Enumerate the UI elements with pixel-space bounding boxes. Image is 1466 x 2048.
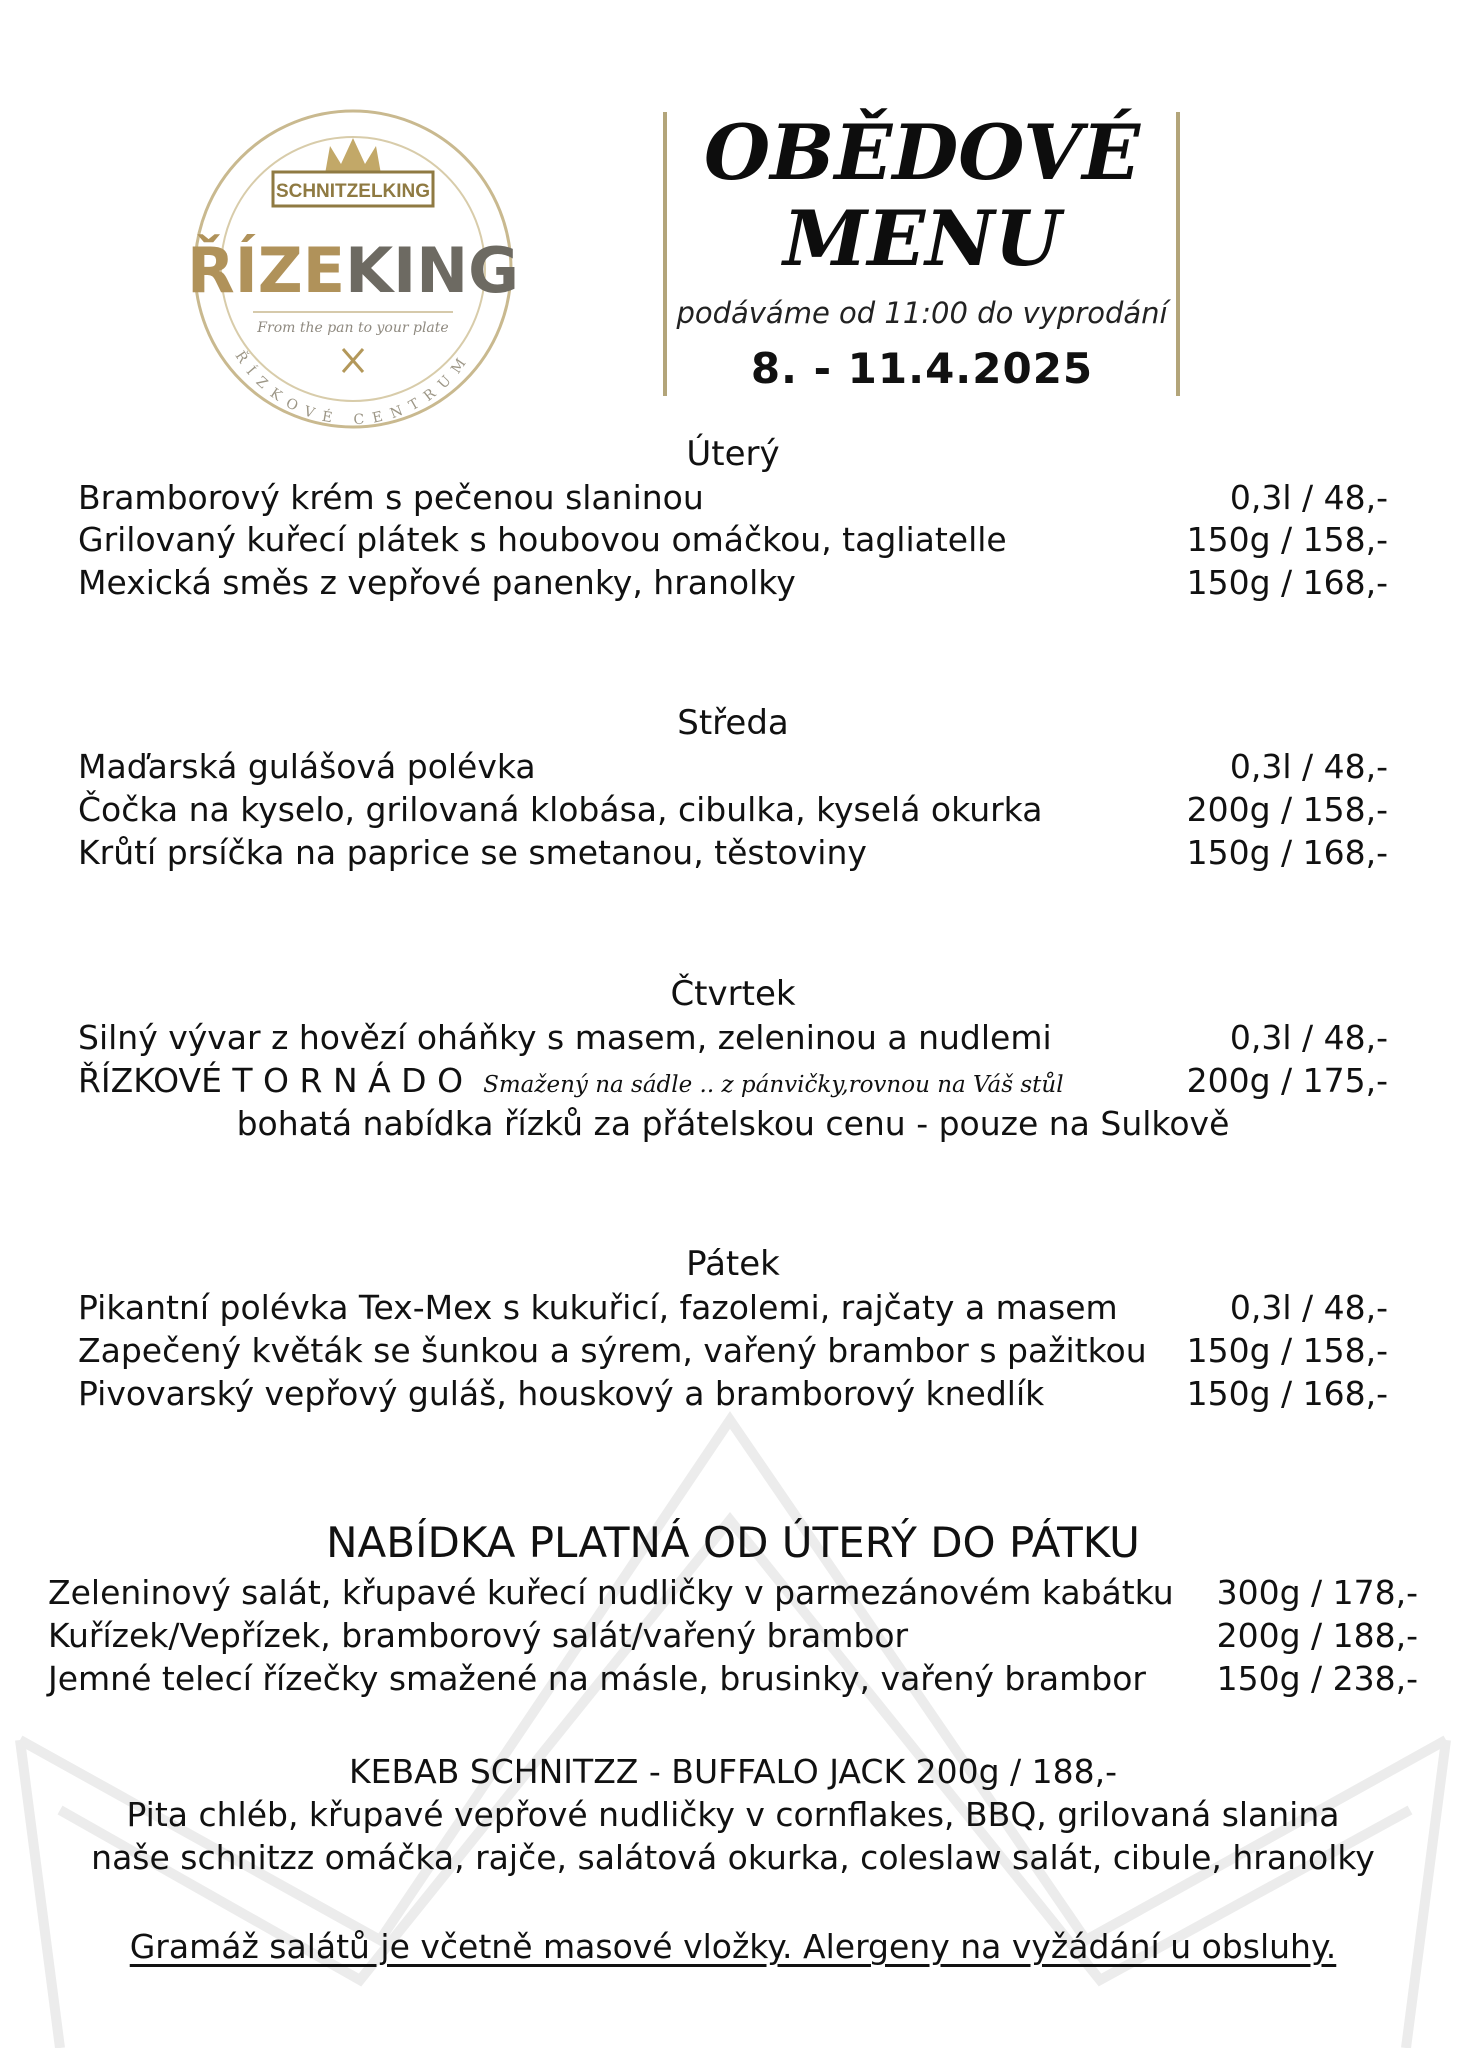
item-price: 0,3l / 48,- xyxy=(1229,478,1388,517)
day-heading: Úterý xyxy=(686,434,780,474)
menu-item xyxy=(78,1060,1388,1102)
logo-wordmark-left: ŘÍZE xyxy=(186,234,346,307)
menu-date: 8. - 11.4.2025 xyxy=(750,344,1094,393)
divider-left xyxy=(663,112,667,396)
footer-note xyxy=(0,1927,1466,1966)
item-name: Zapečený květák se šunkou a sýrem, vařený brambor s pažitkou xyxy=(78,1331,1147,1370)
item-name: Krůtí prsíčka na paprice se smetanou, těstoviny xyxy=(78,833,867,872)
footer-note-text: Gramáž salátů je včetně masové vložky. Alergeny na vyžádání u obsluhy. xyxy=(129,1927,1337,1966)
item-name: Grilovaný kuřecí plátek s houbovou omáčkou, tagliatelle xyxy=(78,520,1007,559)
item-name: ŘÍZKOVÉ T O R N Á D O xyxy=(78,1061,464,1100)
item-name: Silný vývar z hovězí oháňky s masem, zeleninou a nudlemi xyxy=(78,1018,1052,1057)
item-price: 0,3l / 48,- xyxy=(1229,747,1388,786)
day-extra-line: bohatá nabídka řízků za přátelskou cenu - pouze na Sulkově xyxy=(236,1104,1230,1143)
menu-item xyxy=(78,519,1388,561)
item-price: 150g / 168,- xyxy=(1186,563,1388,602)
item-price: 150g / 238,- xyxy=(1216,1659,1418,1698)
item-name: Pikantní polévka Tex-Mex s kukuřicí, fazolemi, rajčaty a masem xyxy=(78,1288,1118,1327)
page-title-line1: OBĚDOVÉ xyxy=(703,108,1141,197)
item-price: 150g / 158,- xyxy=(1186,520,1388,559)
menu-item xyxy=(78,562,1388,604)
menu-item xyxy=(78,746,1388,788)
weekly-item xyxy=(48,1572,1418,1614)
menu-item xyxy=(78,789,1388,831)
crown-icon xyxy=(325,138,381,174)
day-heading: Středa xyxy=(677,703,789,743)
item-price: 200g / 158,- xyxy=(1186,790,1388,829)
logo-badge: SCHNITZELKING xyxy=(275,181,431,202)
menu-item xyxy=(78,1017,1388,1059)
kebab-description-1: Pita chléb, křupavé vepřové nudličky v cornflakes, BBQ, grilovaná slanina xyxy=(126,1795,1340,1834)
kebab-description-2: naše schnitzz omáčka, rajče, salátová okurka, coleslaw salát, cibule, hranolky xyxy=(91,1838,1375,1877)
page-title-line2: MENU xyxy=(783,194,1061,283)
item-price: 150g / 168,- xyxy=(1186,1374,1388,1413)
item-name: Pivovarský vepřový guláš, houskový a bramborový knedlík xyxy=(78,1374,1045,1413)
item-name: Jemné telecí řízečky smažené na másle, brusinky, vařený brambor xyxy=(48,1659,1146,1698)
weekly-offer-title: NABÍDKA PLATNÁ OD ÚTERÝ DO PÁTKU xyxy=(326,1518,1140,1567)
item-price: 200g / 175,- xyxy=(1186,1061,1388,1100)
menu-item xyxy=(78,477,1388,519)
logo-ring-text: ŘÍZKOVÉ CENTRUM xyxy=(231,348,475,429)
item-price: 150g / 158,- xyxy=(1186,1331,1388,1370)
item-name: Bramborový krém s pečenou slaninou xyxy=(78,478,704,517)
divider-right xyxy=(1176,112,1180,396)
menu-item xyxy=(78,1330,1388,1372)
rizeking-logo xyxy=(178,104,528,434)
title-block xyxy=(668,110,1176,393)
item-price: 0,3l / 48,- xyxy=(1229,1018,1388,1057)
serving-hours: podáváme od 11:00 do vyprodání xyxy=(676,296,1168,330)
weekly-item xyxy=(48,1658,1418,1700)
item-price: 300g / 178,- xyxy=(1216,1573,1418,1612)
item-note: Smažený na sádle .. z pánvičky,rovnou na Váš stůl xyxy=(483,1072,1064,1098)
logo-tagline: From the pan to your plate xyxy=(257,320,449,336)
weekly-item xyxy=(48,1615,1418,1657)
day-heading: Pátek xyxy=(686,1244,780,1284)
menu-item xyxy=(78,1373,1388,1415)
item-price: 150g / 168,- xyxy=(1186,833,1388,872)
item-name: Kuřízek/Vepřízek, bramborový salát/vařený brambor xyxy=(48,1616,909,1655)
item-price: 200g / 188,- xyxy=(1216,1616,1418,1655)
kebab-title: KEBAB SCHNITZZ - BUFFALO JACK 200g / 188,- xyxy=(348,1752,1118,1791)
cutlery-icon xyxy=(343,349,363,372)
menu-item xyxy=(78,1287,1388,1329)
item-price: 0,3l / 48,- xyxy=(1229,1288,1388,1327)
item-name: Zeleninový salát, křupavé kuřecí nudličky v parmezánovém kabátku xyxy=(48,1573,1174,1612)
menu-item xyxy=(78,832,1388,874)
item-name: Čočka na kyselo, grilovaná klobása, cibulka, kyselá okurka xyxy=(78,790,1043,829)
day-heading: Čtvrtek xyxy=(670,974,796,1014)
item-name: Maďarská gulášová polévka xyxy=(78,747,536,786)
svg-text:ŘÍZEKING xyxy=(187,234,519,307)
logo-wordmark-right: KING xyxy=(345,234,520,307)
item-name: Mexická směs z vepřové panenky, hranolky xyxy=(78,563,796,602)
